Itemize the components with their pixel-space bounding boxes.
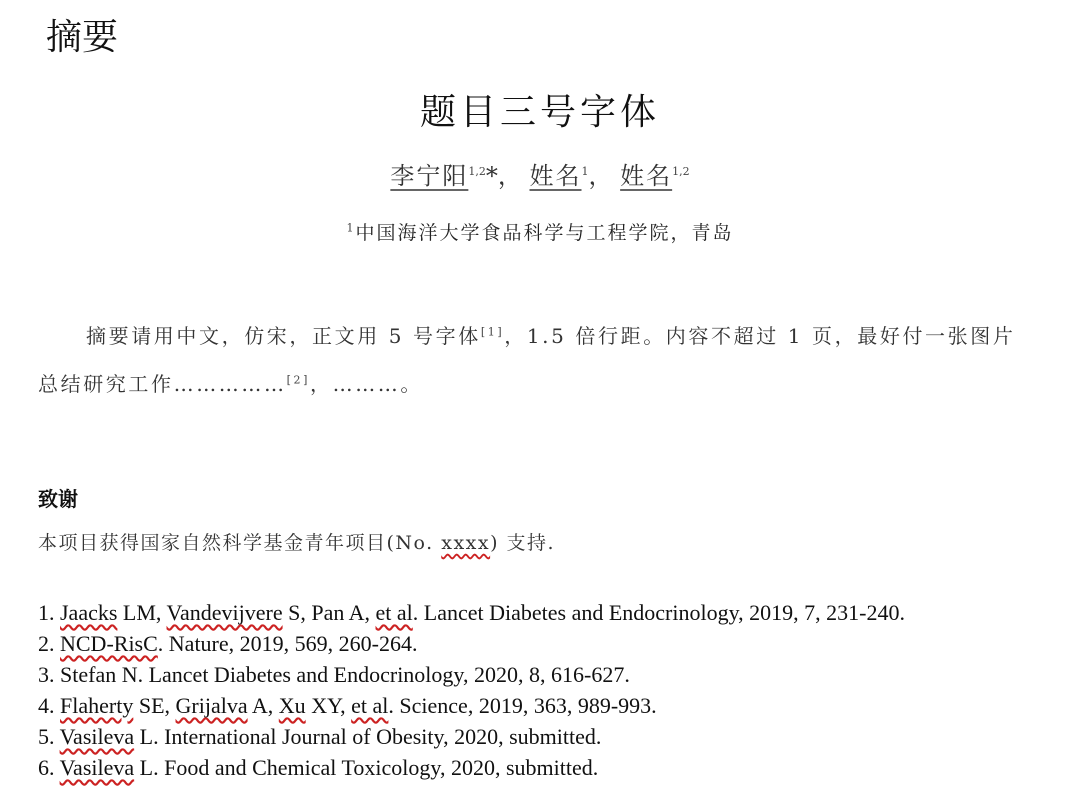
acknowledgement-suffix: ) 支持.: [490, 532, 556, 554]
spellcheck-flagged-text: Vasileva: [59, 724, 135, 749]
acknowledgement-prefix: 本项目获得国家自然科学基金青年项目(No.: [38, 532, 442, 554]
abstract-body: [38, 312, 1033, 408]
spellcheck-flagged-text: et al: [375, 600, 413, 625]
author-separator: *，: [485, 162, 522, 190]
reference-number: 2.: [38, 631, 55, 656]
reference-text: . Science, 2019, 363, 989-993.: [388, 693, 657, 718]
affiliation-sup: 1: [346, 221, 356, 235]
spellcheck-flagged-text: NCD-RisC: [60, 631, 158, 656]
author-affiliation-sup: 1,2: [468, 165, 486, 178]
affiliation: [0, 218, 1080, 248]
spellcheck-flagged-text: Vasileva: [59, 755, 135, 780]
spellcheck-flagged-text: et al: [351, 693, 389, 718]
paper-title: 题目三号字体: [419, 92, 660, 133]
author-name: 李宁阳: [390, 162, 469, 190]
abstract-text: ，1.5 倍行距。内容不超过 1 页，最好付一张图片总结研究工作……………: [38, 324, 1016, 396]
author-affiliation-sup: 1: [581, 165, 589, 178]
author-separator: ，: [588, 162, 613, 190]
spellcheck-flagged-text: Jaacks: [60, 600, 118, 625]
reference-text: L. Food and Chemical Toxicology, 2020, submitted.: [134, 755, 599, 780]
reference-item: [38, 628, 1038, 659]
reference-text: XY,: [305, 693, 352, 718]
reference-number: 6.: [38, 755, 55, 780]
author-2: [530, 162, 621, 190]
spellcheck-flagged-text: Grijalva: [175, 693, 248, 718]
spellcheck-flagged-text: Vandevijvere: [166, 600, 283, 625]
spellcheck-flagged-text: Xu: [278, 693, 306, 718]
reference-text: L. International Journal of Obesity, 2020, submitted.: [134, 724, 602, 749]
reference-text: Stefan N. Lancet Diabetes and Endocrinology, 2020, 8, 616-627.: [60, 662, 630, 687]
reference-item: [38, 752, 1038, 783]
author-name: 姓名: [529, 162, 582, 190]
author-3: [620, 162, 690, 190]
reference-item: [38, 690, 1038, 721]
reference-number: 1.: [38, 600, 55, 625]
author-list: [0, 158, 1080, 194]
spellcheck-flagged-text: Flaherty: [60, 693, 134, 718]
reference-text: LM,: [117, 600, 167, 625]
grant-number: xxxx: [441, 532, 491, 554]
reference-item: [38, 597, 1038, 628]
reference-list: [38, 597, 1038, 783]
author-1: [390, 162, 529, 190]
citation-marker: [2]: [286, 373, 310, 387]
affiliation-text: 中国海洋大学食品科学与工程学院，青岛: [355, 222, 734, 244]
reference-text: . Lancet Diabetes and Endocrinology, 2019, 7, 231-240.: [412, 600, 906, 625]
reference-item: [38, 721, 1038, 752]
reference-number: 3.: [38, 662, 55, 687]
reference-text: A,: [247, 693, 279, 718]
abstract-text: ，………。: [310, 372, 423, 396]
author-name: 姓名: [620, 162, 673, 190]
citation-marker: [1]: [480, 325, 505, 339]
acknowledgement-text: [38, 527, 555, 559]
reference-item: [38, 659, 1038, 690]
section-heading-abstract: 摘要: [46, 17, 119, 58]
reference-text: S, Pan A,: [282, 600, 376, 625]
reference-text: SE,: [133, 693, 176, 718]
acknowledgement-heading: 致谢: [38, 487, 78, 511]
reference-number: 5.: [38, 724, 55, 749]
author-affiliation-sup: 1,2: [672, 165, 690, 178]
reference-number: 4.: [38, 693, 55, 718]
abstract-text: 摘要请用中文，仿宋，正文用 5 号字体: [86, 324, 481, 348]
reference-text: . Nature, 2019, 569, 260-264.: [157, 631, 418, 656]
